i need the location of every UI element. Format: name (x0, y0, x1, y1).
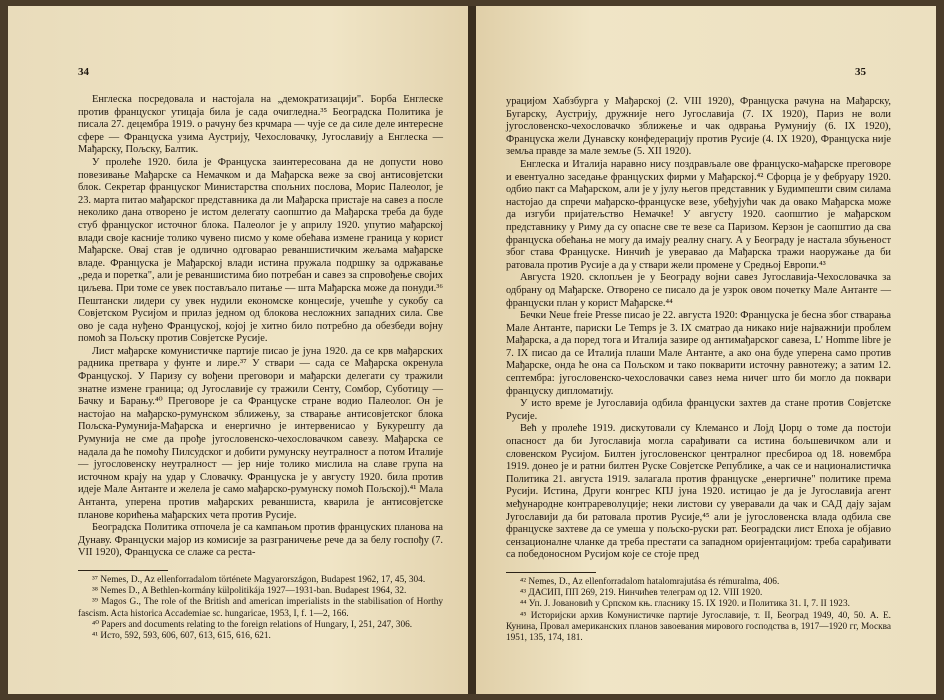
right-page (476, 6, 936, 694)
paragraph: Енглеска и Италија наравно нису поздрављале ове француско-мађарске преговоре и евентуално заседање француских фирми у Мађарској.⁴² Сфорца је у фебруару 1920. одбио пакт са Мађарском, али је у јулу његов представник у Будимпешти свим силама настојао да спречи мађарско-француске везе, убеђујући чак да овако Мађарска може да изгуби пријатељство Немачке! У августу 1920. саопштио је мађарском представнику у Риму да су опасне све те везе са Паризом. Керзон је саопштио да сва француска обећања не могу да имају реалну снагу. А у Београду је настала збуњеност због става Француске. Нинчић је уверавао да Мађарска тражи наоружање да би ратовала против Русије а да у ствари жели промене у Средњој Европи.⁴³ (506, 158, 891, 271)
left-page (8, 6, 468, 694)
paragraph: урацијом Хабзбурга у Мађарској (2. VIII 1920), Француска рачуна на Мађарску, Бугарску, Аустрију, дружније него Југославија (7. IX 1920), Париз не воли југословенско-чехословачко зближење и чак одврања Румунију (6. IX 1920), Француска жели Дунавску конфедерацију против Русије (4. IX 1920), Француска није земља правде за мале земље (5. XII 1920). (506, 96, 891, 158)
footnote: ³⁸ Nemes D., A Bethlen-kormány külpolitikája 1927—1931-ban. Budapest 1964, 32. (92, 586, 407, 597)
footnote: ³⁷ Nemes, D., Az ellenforradalom története Magyarországon, Budapest 1962, 17, 45, 304. (92, 574, 426, 585)
footnote: ³⁹ Magos G., The role of the British and american imperialists in the stabilisation of Horthy fascism. Acta historica Accademiae sc. hungaricae, 1953, I, f. 1—2, 166. (78, 597, 443, 619)
paragraph: Лист мађарске комунистичке партије писао је јуна 1920. да се крв мађарских радника претвара у фунте и лире.³⁷ У ствари — сада се Мађарска окренула Француској. У Паризу су вођени преговори и мађарски делегати су тражили знатне измене граница; од Југославије су тражили Сенту, Сомбор, Суботицу — Бачку и Барању.⁴⁰ Преговоре је са Француске стране водио Палеолог. Он је настојао на мађарско-румунском зближењу, за стварање антисовјетског блока Пољска-Румунија-Мађарска и енергично је интервенисао у Букурешту да Румунија не сме да прође југословенско-чехословачком савезу. Мађарска се надала да ће помоћу Пилсудског и добити румунску неутралност а потом Италије — југословенску неутралност — јер није толико мислила на славе група на источном крају на удар у Словачку. Француска је у августу 1920. била против идеје Мале Антанте и желела је само мађарско-румунску помоћ Пољској).⁴¹ Мала Антанта, уперена против мађарских реваншиста, кварила је антисовјетске планове корићења мађарских чета против Русије. (78, 345, 443, 521)
page-body (506, 96, 891, 644)
page-number: 35 (855, 66, 866, 78)
paragraph: Београдска Политика отпочела је са кампањом против француских планова на Дунаву. Француски мајор из комисије за разграничење рече да за белу госпођу (7. VII 1920), Француска се слаже са реста- (78, 522, 443, 559)
paragraph: Енглеска посредовала и настојала на „демократизацији". Борба Енглеске против француског утицаја била је сада очигледна.³⁵ Београдска Политика је писала 27. децембра 1919. о рачуну без крчмара — чује се да силе деле интересне сфере — Француска узима Аустрију, Чехословачку, Југославију а Енглеска — Мађарску, Пољску, Балтик. (78, 94, 443, 156)
paragraph: У пролеће 1920. била је Француска заинтересована да не допусти ново повезивање Мађарске са Немачком и да Мађарска веже за свој антисовјетски блок. Секретар француског Министарства спољних послова, Морис Палеолог, је 23. марта питао мађарског представника да ли Мађарска пристаје на савез а после неколико дана отворено је истом делегату саопштио да Мађарска треба да буде стуб француског источног блока. Палеолог је у априлу 1920. упутио мађарској влади своје касније толико чувено писмо у коме обећава измене граница у корист Мађарске. Овај став је одлично одговарао реваншистичким жељама мађарске владе. Француска је Мађарској влади истина пружала подршку за одржавање „реда и поретка", али је реваншистима био потребан и савез за спровођење својих циљева. При томе се увек постављало питање — шта Мађарска може да понуди.³⁶ Пештански лидери су увек нудили економске концесије, учешће у сукобу са Совјетском Русијом и прилаз једном од блокова несложних западних сила. Све ово је сада нуђено Француској, којој је хитно било потребно да обезбеди војну помоћ за Пољску против Совјетске Русије. (78, 156, 443, 345)
paragraph: Августа 1920. склопљен је у Београду војни савез Југославија-Чехословачка за одбрану од Мађарске. Отворено се писало да је узрок овом почетку Мале Антанте — француски план у корист Мађарске.⁴⁴ (506, 272, 891, 309)
footnote: ⁴³ ДАСИП, ПП 269, 219. Нинчићев телеграм од 12. VIII 1920. (520, 588, 763, 599)
paragraph: У исто време је Југославија одбила француски захтев да стане против Совјетске Русије. (506, 398, 891, 422)
page-body (78, 94, 443, 642)
footnote-rule (506, 572, 596, 573)
book-spread (8, 6, 936, 694)
paragraph: Бечки Neue freie Presse писао је 22. августа 1920: Француска је бесна због стварања Мале Антанте, париски Le Temps је 3. IX сматрао да никако није најважнији проблем Мађарска, а да поред тога и Италија зазире од антимађарског савеза, L' Homme libre је 7. IX писао да се Италија плаши Мале Антанте, а ако она буде уперена само против Мађарске, онда ће она са Пољском и тако покварити источну равнотежу; а затим 12. септембра: југословенско-чехословачки савез нема ничег што би могло да поквари француску дипломатију. (506, 310, 891, 397)
footnote: ⁴⁴ Уп. Ј. Јовановић у Српском књ. гласнику 15. IX 1920. и Политика 31. I, 7. II 1923. (520, 599, 850, 610)
footnote: ⁴² Nemes, D., Az ellenforradalom hatalomrajutása és rémuralma, 406. (520, 576, 780, 587)
footnote-rule (78, 570, 168, 571)
footnote: ⁴⁵ Историјски архив Комунистичке партије Југославије, т. II, Београд 1949, 40, 50. А. Е. Кунина, Провал американских планов завоевания мирового господства в, 1917—1920 гг, Москва 1951, 135, 174, 181. (506, 610, 891, 643)
footnote: ⁴⁰ Papers and documents relating to the foreign relations of Hungary, I, 251, 247, 306. (92, 619, 413, 630)
footnote: ⁴¹ Исто, 592, 593, 606, 607, 613, 615, 616, 621. (92, 630, 271, 641)
footnotes (506, 577, 891, 644)
paragraph: Већ у пролеће 1919. дискутовали су Клемансо и Лојд Џорџ о томе да постоји опасност да би Југославија могла сарађивати са истина бољшевичком али и словенском Русијом. Билтен југословенског централног пресбироа од 18. новембра 1919. донео је и ратни билтен Руске Совјетске Републике, а чак се и националистичка Политика 21. августа 1919. залагала против француске „енергичне" политике према Русији. Истина, Други конгрес КПЈ јуна 1920. истицао је да је Југославија агент међународне контрареволуције; неки листови су уверавали да чак и САД дају зајам Југославији да би ратовала против Русије,⁴⁵ али је југословенска влада одбила све француске захтеве да се умеша у пољско-руски рат. Београдски лист Епоха је објавио сензационалне чланке да треба престати са западном оријентацијом: треба сарађивати са победоносном Русијом које се стоје пред (506, 423, 891, 561)
book-gutter (468, 6, 476, 694)
footnotes (78, 575, 443, 642)
page-number: 34 (78, 66, 89, 78)
